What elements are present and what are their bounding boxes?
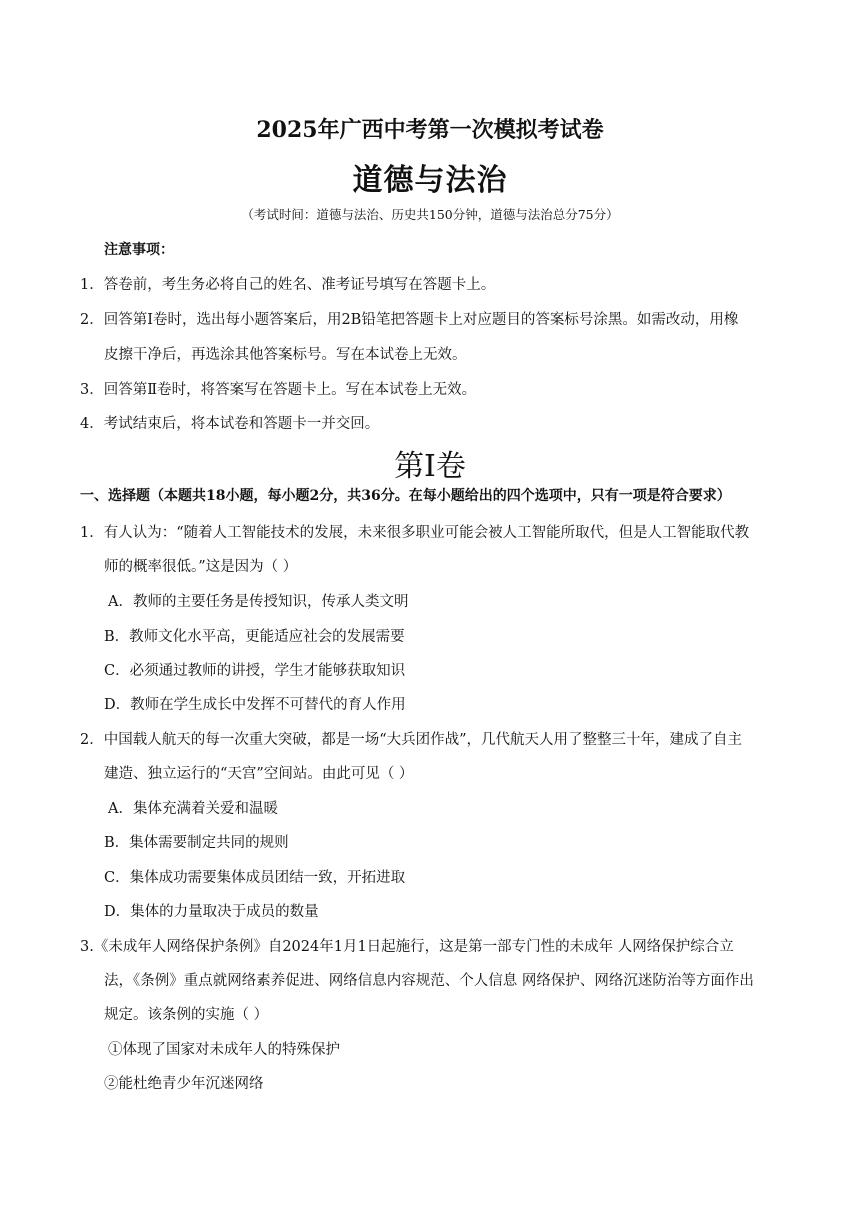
notice-item: 3．回答第Ⅱ卷时，将答案写在答题卡上。写在本试卷上无效。 [80, 382, 477, 398]
question-1-stem-line: 师的概率很低。”这是因为（ ） [104, 559, 298, 575]
notice-item: 2．回答第Ⅰ卷时，选出每小题答案后，用2B铅笔把答题卡上对应题目的答案标号涂黑。如需改动，用橡 [80, 312, 739, 328]
question-1-option-a: A．教师的主要任务是传授知识，传承人类文明 [108, 594, 409, 610]
notice-item-continued: 皮擦干净后，再选涂其他答案标号。写在本试卷上无效。 [104, 347, 467, 363]
question-1-option-c: C．必须通过教师的讲授，学生才能够获取知识 [104, 663, 406, 679]
question-2-option-d: D．集体的力量取决于成员的数量 [104, 904, 319, 920]
exam-title: 2025年广西中考第一次模拟考试卷 [256, 117, 604, 143]
question-3-stem-line: 3.《未成年人网络保护条例》自2024年1月1日起施行，这是第一部专门性的未成年 人网络保护综合立 [80, 939, 734, 955]
subject-title: 道德与法治 [352, 163, 508, 198]
question-2-option-b: B．集体需要制定共同的规则 [104, 835, 289, 851]
notice-item: 4．考试结束后，将本试卷和答题卡一并交回。 [80, 416, 380, 432]
section-title: 第Ⅰ卷 [394, 449, 466, 484]
question-1-option-d: D．教师在学生成长中发挥不可替代的育人作用 [104, 697, 406, 713]
question-1-option-b: B．教师文化水平高，更能适应社会的发展需要 [104, 629, 405, 645]
question-2-stem-line: 建造、独立运行的“天宫”空间站。由此可见（ ） [104, 766, 414, 782]
question-2-option-a: A．集体充满着关爱和温暖 [108, 801, 278, 817]
question-3-stem-line: 法，《条例》重点就网络素养促进、网络信息内容规范、个人信息 网络保护、网络沉迷防治等方面作出 [104, 973, 754, 989]
question-3-stem-line: 规定。该条例的实施（ ） [104, 1007, 269, 1023]
question-2-stem-line: 2．中国载人航天的每一次重大突破，都是一场“大兵团作战”，几代航天人用了整整三十年，建成了自主 [80, 732, 743, 748]
question-1-stem-line: 1．有人认为：“随着人工智能技术的发展，未来很多职业可能会被人工智能所取代，但是人工智能取代教 [80, 525, 750, 541]
question-3-option-1: ①体现了国家对未成年人的特殊保护 [108, 1042, 340, 1058]
exam-time-note: （考试时间：道德与法治、历史共150分钟，道德与法治总分75分） [241, 207, 619, 222]
notice-heading: 注意事项： [104, 242, 174, 258]
question-3-option-2: ②能杜绝青少年沉迷网络 [104, 1076, 264, 1092]
question-2-option-c: C．集体成功需要集体成员团结一致，开拓进取 [104, 870, 406, 886]
part-title: 一、选择题（本题共18小题，每小题2分，共36分。在每小题给出的四个选项中，只有一项是符合要求） [80, 488, 731, 504]
notice-item: 1．答卷前，考生务必将自己的姓名、准考证号填写在答题卡上。 [80, 277, 496, 293]
